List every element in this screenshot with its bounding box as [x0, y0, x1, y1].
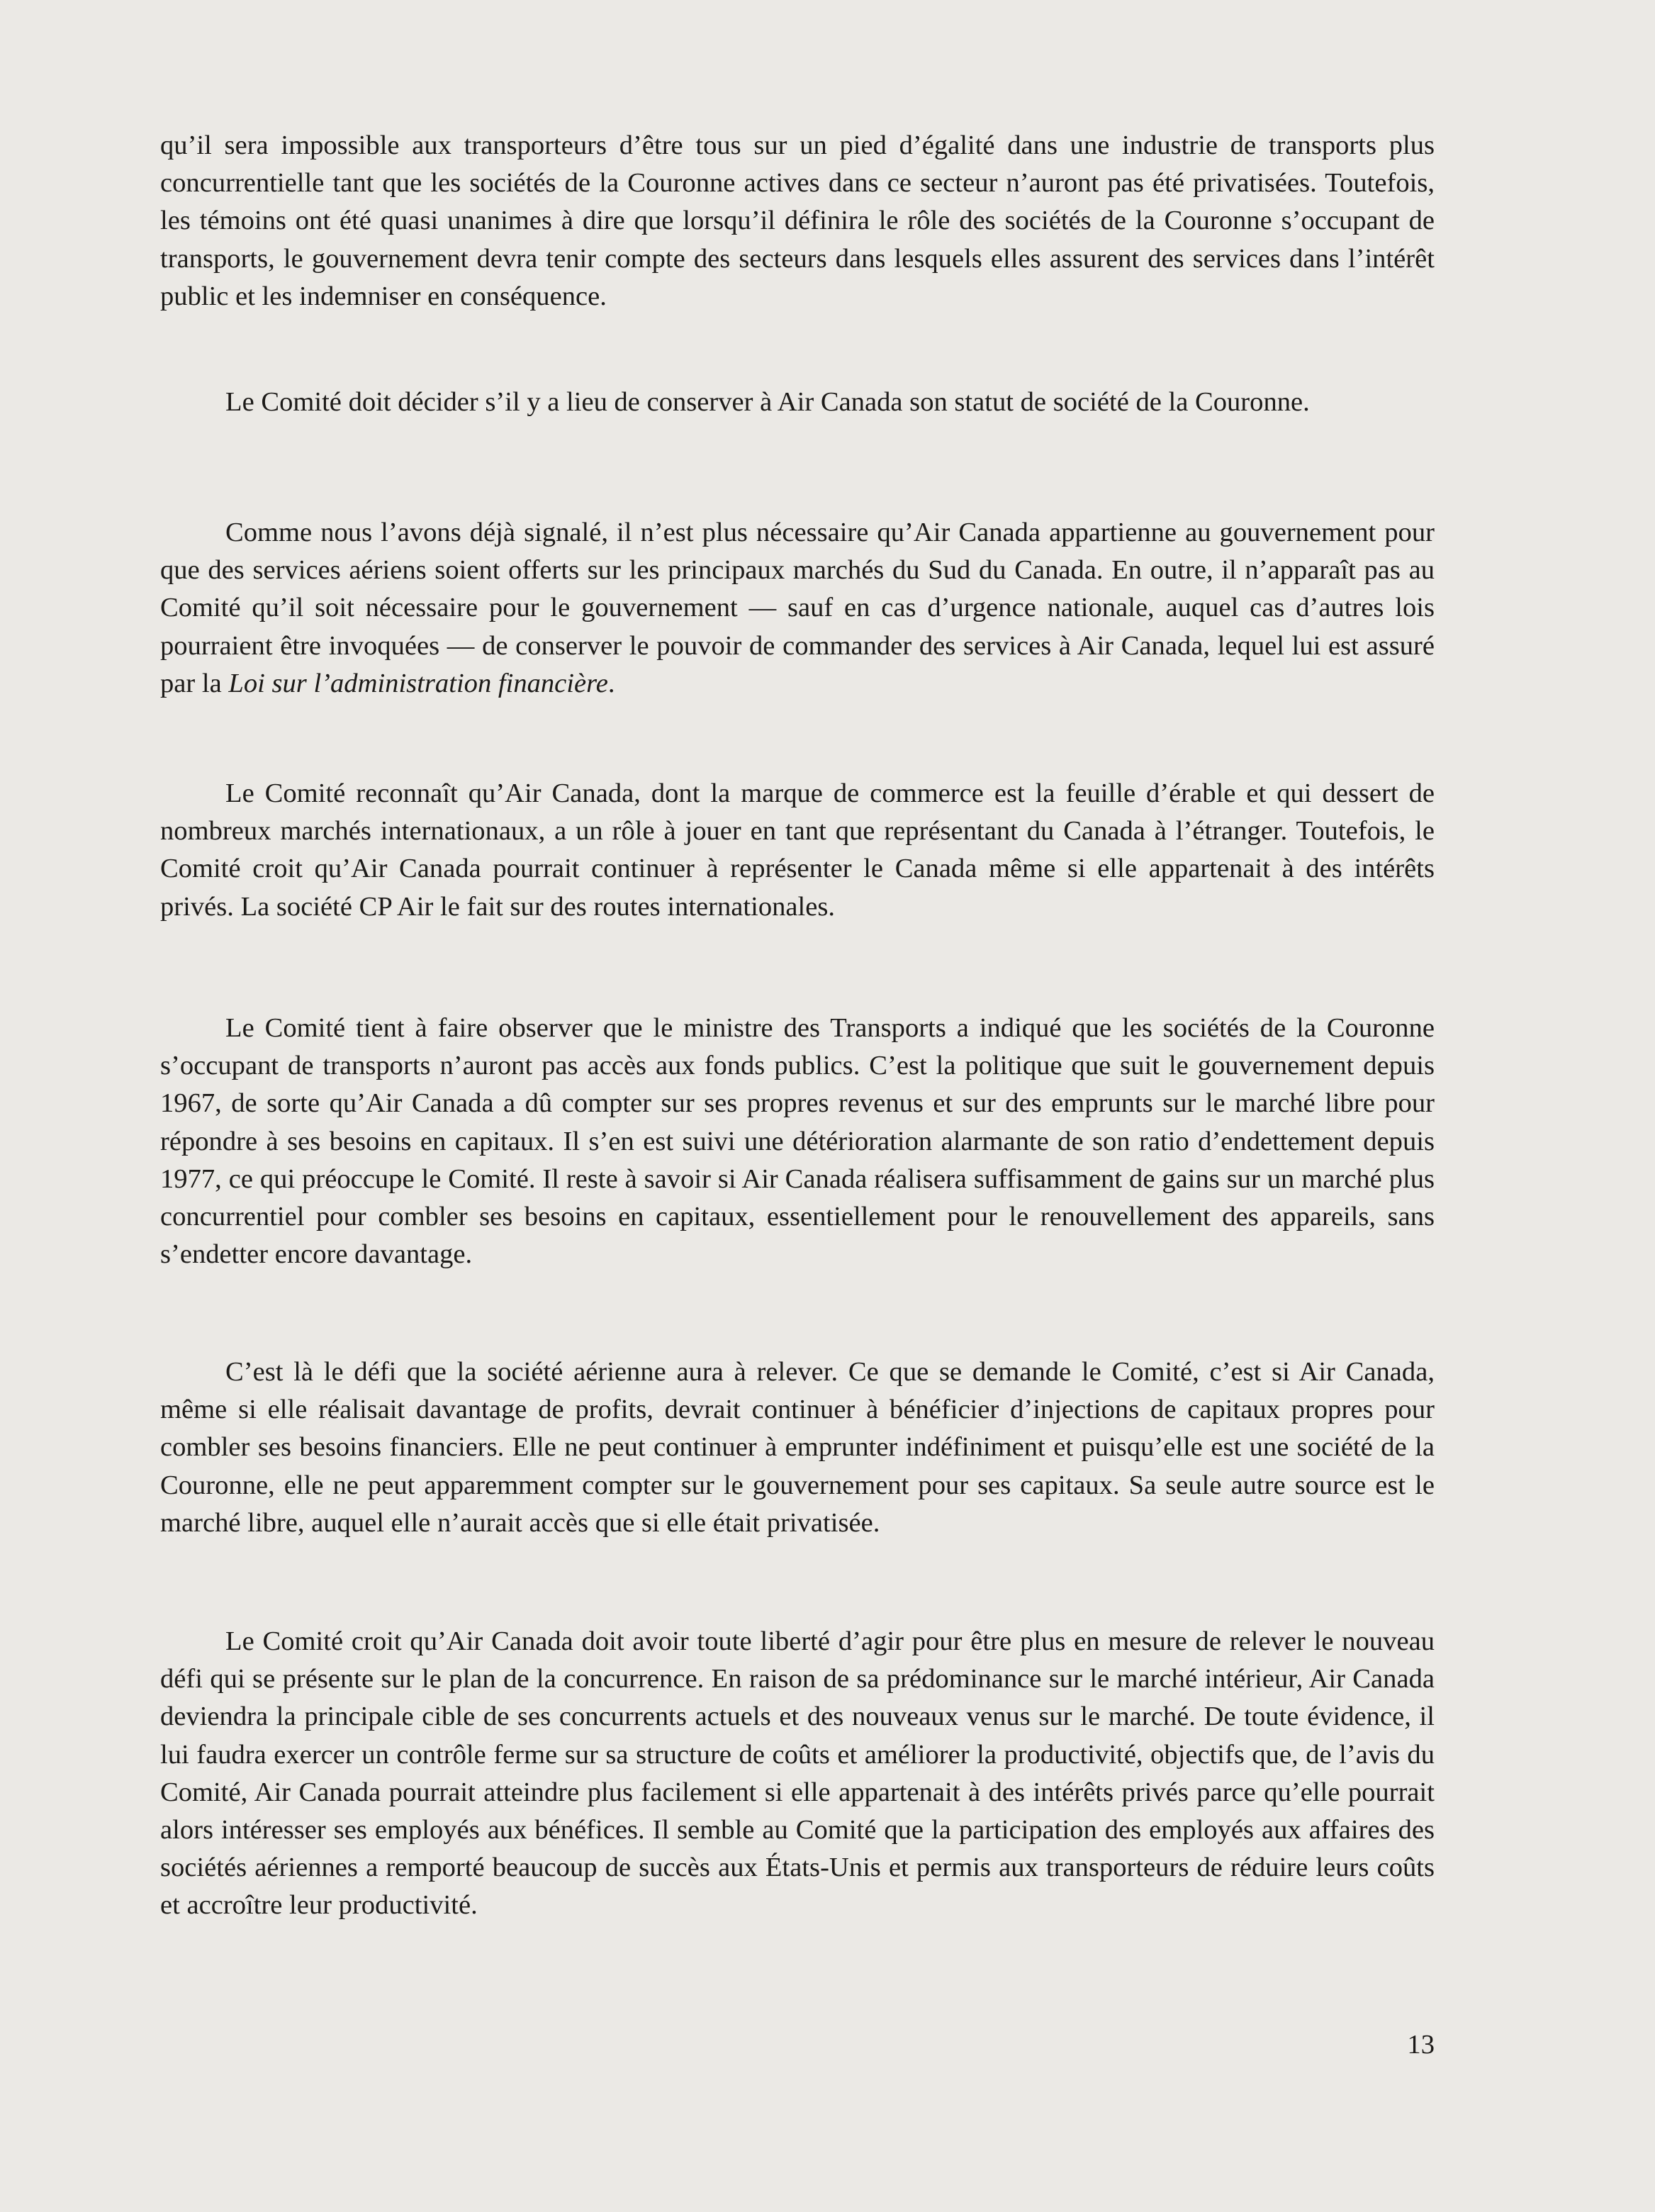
paragraph-4 [160, 775, 1435, 926]
page-number: 13 [1407, 2030, 1435, 2060]
paragraph-text: Le Comité reconnaît qu’Air Canada, dont la marque de commerce est la feuille d’érable et qui dessert de nombreux marchés internationaux, a un rôle à jouer en tant que représentant du Canada à l’étranger. Toutefois, le Comité croit qu’Air Canada pourrait continuer à représenter le Canada même si elle appartenait à des intérêts privés. La société CP Air le fait sur des routes internationales. [160, 778, 1435, 922]
paragraph-3 [160, 514, 1435, 703]
paragraph-6 [160, 1353, 1435, 1542]
law-title-italic: Loi sur l’administration financière [228, 668, 608, 698]
paragraph-text: qu’il sera impossible aux transporteurs d’être tous sur un pied d’égalité dans une industrie de transports plus concurrentielle tant que les sociétés de la Couronne actives dans ce secteur n’auront pas été privatisées. Toutefois, les témoins ont été quasi unanimes à dire que lorsqu’il définira le rôle des sociétés de la Couronne s’occupant de transports, le gouvernement devra tenir compte des secteurs dans lesquels elles assurent des services dans l’intérêt public et les indemniser en conséquence. [160, 130, 1435, 311]
paragraph-text: Le Comité doit décider s’il y a lieu de conserver à Air Canada son statut de société de la Couronne. [225, 387, 1310, 417]
paragraph-text: Le Comité tient à faire observer que le ministre des Transports a indiqué que les sociétés de la Couronne s’occupant de transports n’auront pas accès aux fonds publics. C’est la politique que suit le gouvernement depuis 1967, de sorte qu’Air Canada a dû compter sur ses propres revenus et sur des emprunts sur le marché libre pour répondre à ses besoins en capitaux. Il s’en est suivi une détérioration alarmante de son ratio d’endettement depuis 1977, ce qui préoccupe le Comité. Il reste à savoir si Air Canada réalisera suffisamment de gains sur un marché plus concurrentiel pour combler ses besoins en capitaux, essentiellement pour le renouvellement des appareils, sans s’endetter encore davantage. [160, 1013, 1435, 1270]
paragraph-text-main: Comme nous l’avons déjà signalé, il n’est plus nécessaire qu’Air Canada appartienne au gouvernement pour que des services aériens soient offerts sur les principaux marchés du Sud du Canada. En outre, il n’apparaît pas au Comité qu’il soit nécessaire pour le gouvernement — sauf en cas d’urgence nationale, auquel cas d’autres lois pourraient être invoquées — de conserver le pouvoir de commander des services à Air Canada, lequel lui est assuré par la [160, 518, 1435, 698]
paragraph-text: Le Comité croit qu’Air Canada doit avoir toute liberté d’agir pour être plus en mesure de relever le nouveau défi qui se présente sur le plan de la concurrence. En raison de sa prédominance sur le marché intérieur, Air Canada deviendra la principale cible de ses concurrents actuels et des nouveaux venus sur le marché. De toute évidence, il lui faudra exercer un contrôle ferme sur sa structure de coûts et améliorer la productivité, objectifs que, de l’avis du Comité, Air Canada pourrait atteindre plus facilement si elle appartenait à des intérêts privés parce qu’elle pourrait alors intéresser ses employés aux bénéfices. Il semble au Comité que la participation des employés aux affaires des sociétés aériennes a remporté beaucoup de succès aux États-Unis et permis aux transporteurs de réduire leurs coûts et accroître leur productivité. [160, 1626, 1435, 1921]
paragraph-text [160, 514, 1435, 703]
paragraph-text-tail: . [607, 668, 615, 698]
paragraph-text: C’est là le défi que la société aérienne aura à relever. Ce que se demande le Comité, c’est si Air Canada, même si elle réalisait davantage de profits, devrait continuer à bénéficier d’injections de capitaux propres pour combler ses besoins financiers. Elle ne peut continuer à emprunter indéfiniment et puisqu’elle est une société de la Couronne, elle ne peut apparemment compter sur le gouvernement pour ses capitaux. Sa seule autre source est le marché libre, auquel elle n’aurait accès que si elle était privatisée. [160, 1357, 1435, 1538]
paragraph-5 [160, 1010, 1435, 1273]
paragraph-2 [160, 384, 1435, 421]
paragraph-1 [160, 127, 1435, 315]
paragraph-7 [160, 1623, 1435, 1925]
